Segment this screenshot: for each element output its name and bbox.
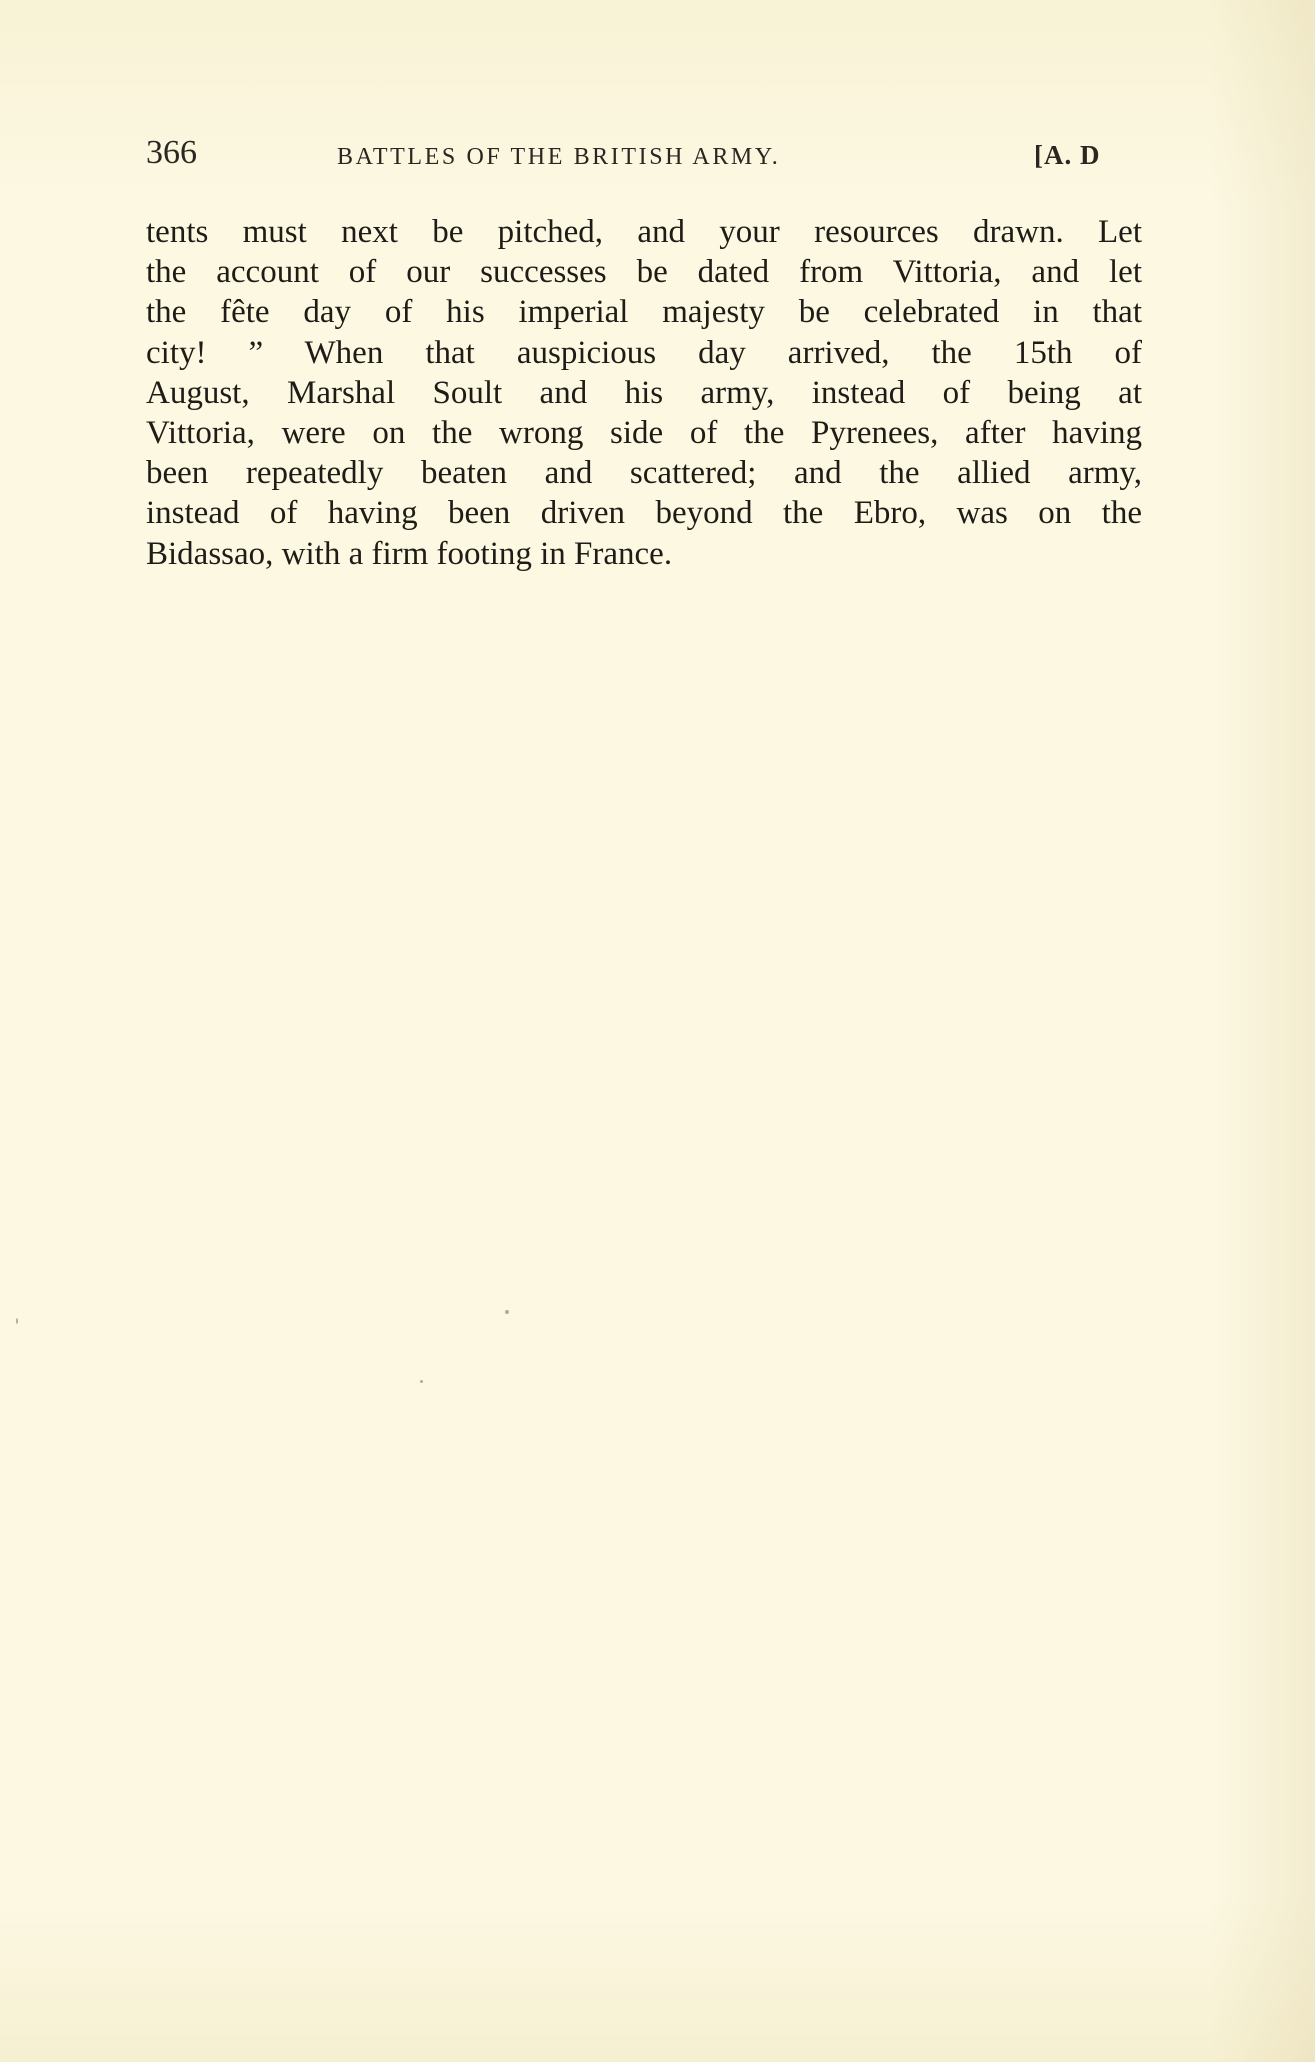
paper-speck (420, 1380, 423, 1383)
paper-speck (505, 1310, 509, 1314)
body-paragraph (146, 212, 1142, 574)
text-line: city! ” When that auspicious day arrived, the 15th of (146, 334, 1142, 371)
text-line: August, Marshal Soult and his army, instead of being at (146, 374, 1142, 411)
text-line: Vittoria, were on the wrong side of the Pyrenees, after having (146, 414, 1142, 451)
date-reference: [A. D (1034, 140, 1101, 170)
text-line: Bidassao, with a firm footing in France. (146, 535, 673, 572)
text-line: the fête day of his imperial majesty be celebrated in that (146, 294, 1142, 331)
text-line: been repeatedly beaten and scattered; and the allied army, (146, 455, 1142, 492)
paper-speck (16, 1318, 18, 1324)
page-number: 366 (146, 134, 197, 171)
text-line: the account of our successes be dated from Vittoria, and let (146, 254, 1142, 291)
text-line: instead of having been driven beyond the Ebro, was on the (146, 495, 1142, 532)
running-title: BATTLES OF THE BRITISH ARMY. (337, 144, 781, 170)
running-head (146, 134, 1146, 184)
text-line: tents must next be pitched, and your resources drawn. Let (146, 214, 1142, 250)
